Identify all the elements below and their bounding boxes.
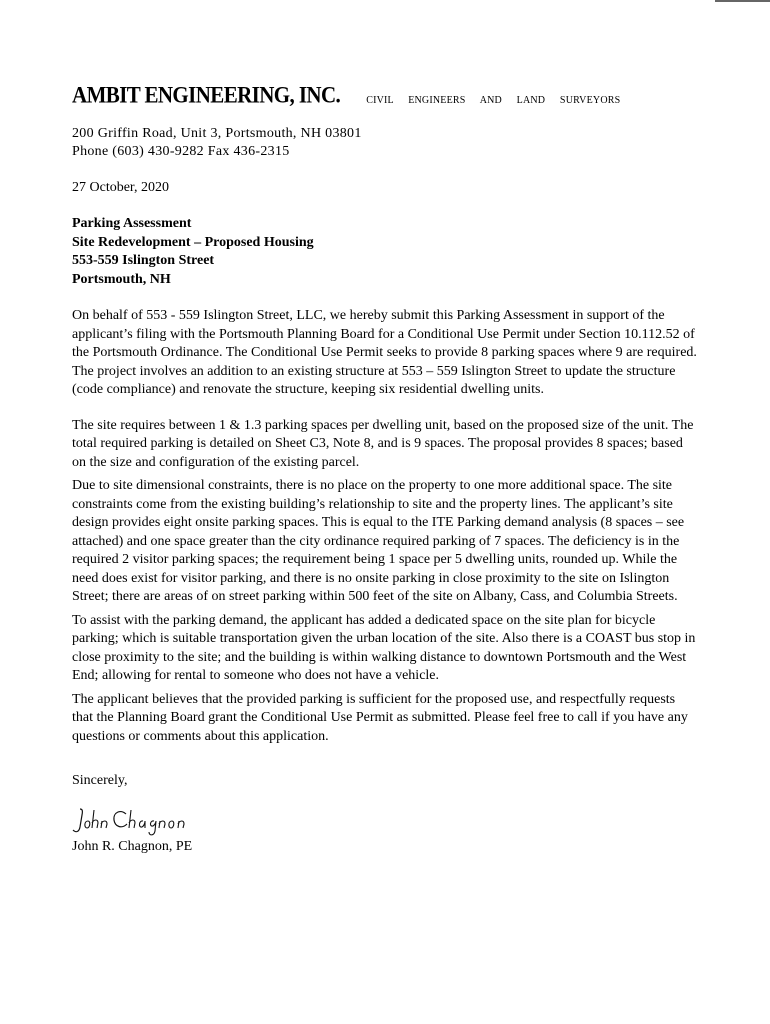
letterhead: [72, 81, 697, 109]
letter-date: 27 October, 2020: [72, 180, 170, 195]
subject-line: Parking Assessment: [72, 216, 192, 231]
signer-name: John R. Chagnon, PE: [72, 839, 193, 854]
subject-block: [72, 215, 697, 289]
body-paragraph-1: On behalf of 553 - 559 Islington Street, LLC, we hereby submit this Parking Assessment in support of the applicant’s filing with the Portsmouth Planning Board for a Conditional Use Permit under Section 10.112.52 of the Portsmouth Ordinance. The Conditional Use Permit seeks to provide 8 parking spaces where 9 are required. The project involves an addition to an existing structure at 553 – 559 Islington Street to update the structure (code compliance) and renovate the structure, keeping six residential dwelling units.: [72, 308, 697, 397]
subject-line: Portsmouth, NH: [72, 271, 171, 287]
company-contact: [72, 125, 697, 161]
company-tagline: CIVIL ENGINEERS AND LAND SURVEYORS: [366, 95, 621, 106]
body-paragraph-5: The applicant believes that the provided parking is sufficient for the proposed use, and respectfully requests that the Planning Board grant the Conditional Use Permit as submitted. Please feel free to call if you have any questions or comments about this application.: [72, 691, 688, 744]
handwritten-signature: [72, 805, 697, 835]
corner-rule: [715, 0, 770, 2]
signature-drawing: [72, 805, 192, 837]
subject-line: Site Redevelopment – Proposed Housing: [72, 234, 314, 250]
subject-line: 553-559 Islington Street: [72, 253, 215, 268]
body-paragraph-4: To assist with the parking demand, the applicant has added a dedicated space on the site plan for bicycle parking; which is suitable transportation given the urban location of the site. Also there is a COAST bus stop in close proximity to the site; and the building is within walking distance to downtown Portsmouth and the West End; allowing for rental to someone who does not have a vehicle.: [72, 612, 696, 683]
company-phone: Phone (603) 430-9282 Fax 436-2315: [72, 144, 290, 159]
closing: Sincerely,: [72, 773, 128, 788]
letter-page: [72, 81, 697, 855]
body-paragraph-2: The site requires between 1 & 1.3 parking spaces per dwelling unit, based on the proposed size of the unit. The total required parking is detailed on Sheet C3, Note 8, and is 9 spaces. The proposal provides 8 spaces; based on the size and configuration of the existing parcel.: [72, 417, 694, 470]
company-address: 200 Griffin Road, Unit 3, Portsmouth, NH 03801: [72, 126, 362, 141]
body-paragraph-3: Due to site dimensional constraints, there is no place on the property to one more additional space. The site constraints come from the existing building’s relationship to site and the property lines. The applicant’s site design provides eight onsite parking spaces. This is equal to the ITE Parking demand analysis (8 spaces – see attached) and one space greater than the city ordinance required parking of 7 spaces. The deficiency is in the required 2 visitor parking spaces; the requirement being 1 space per 5 dwelling units, rounded up. While the need does exist for visitor parking, and there is no onsite parking in close proximity to the site on Islington Street; there are areas of on street parking within 500 feet of the site on Albany, Cass, and Columbia Streets.: [72, 478, 685, 604]
company-name: AMBIT ENGINEERING, INC.: [72, 81, 341, 108]
